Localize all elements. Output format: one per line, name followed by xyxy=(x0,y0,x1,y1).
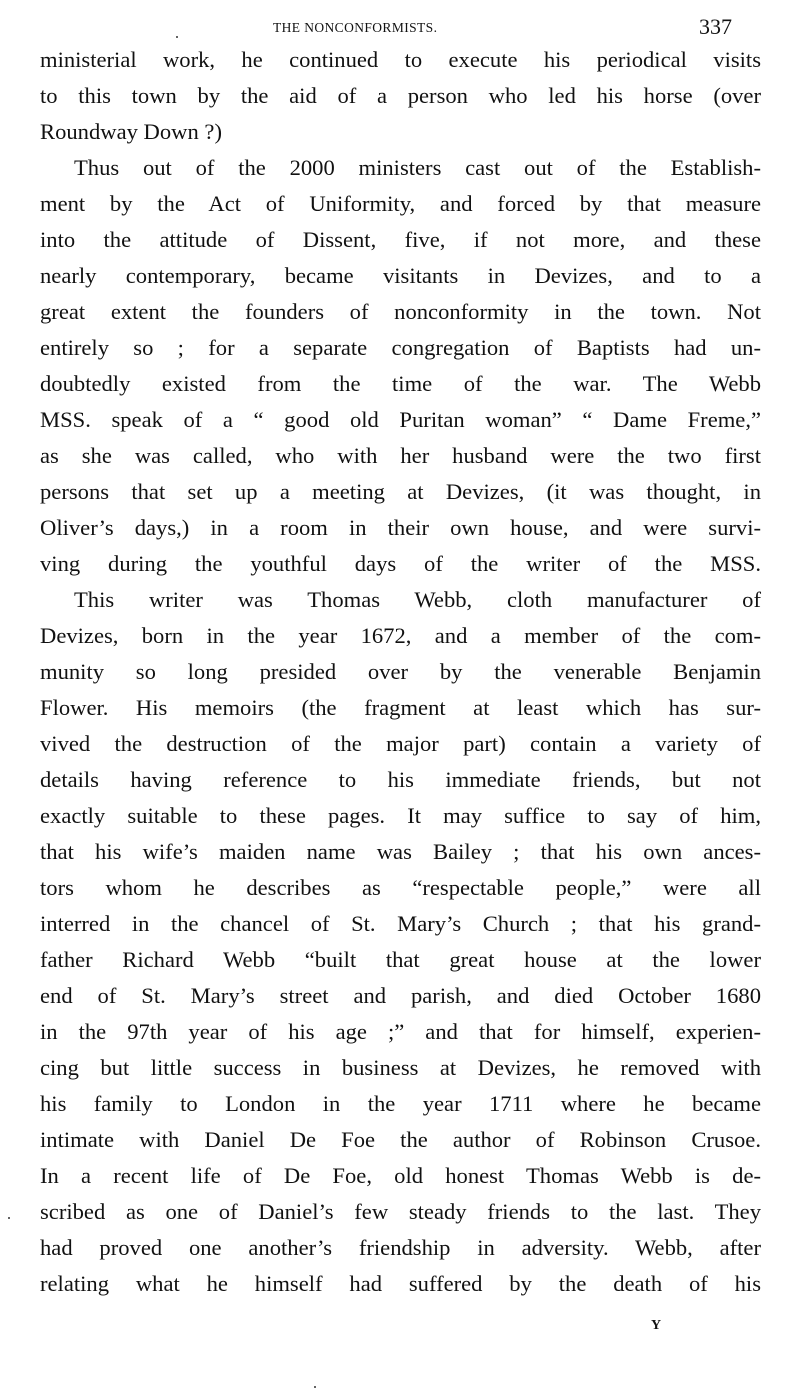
text-line: scribed as one of Daniel’s few steady friends to the last. They xyxy=(40,1199,761,1224)
text-line: Flower. His memoirs (the fragment at least which has sur- xyxy=(40,695,761,720)
text-line: father Richard Webb “built that great house at the lower xyxy=(40,947,761,972)
signature-mark: Y xyxy=(651,1318,662,1333)
text-line: great extent the founders of nonconformity in the town. Not xyxy=(40,299,761,324)
running-head xyxy=(0,14,800,44)
text-line: cing but little success in business at Devizes, he removed with xyxy=(40,1055,761,1080)
text-line: details having reference to his immediate friends, but not xyxy=(40,767,761,792)
text-line: his family to London in the year 1711 where he became xyxy=(40,1091,761,1116)
text-line: interred in the chancel of St. Mary’s Church ; that his grand- xyxy=(40,911,761,936)
text-line: intimate with Daniel De Foe the author of Robinson Crusoe. xyxy=(40,1127,761,1152)
text-line: In a recent life of De Foe, old honest Thomas Webb is de- xyxy=(40,1163,761,1188)
text-line: ving during the youthful days of the writer of the MSS. xyxy=(40,551,761,576)
text-line: exactly suitable to these pages. It may suffice to say of him, xyxy=(40,803,761,828)
stray-dot-mark xyxy=(314,1386,316,1388)
text-line: nearly contemporary, became visitants in Devizes, and to a xyxy=(40,263,761,288)
text-line: had proved one another’s friendship in adversity. Webb, after xyxy=(40,1235,761,1260)
text-line: into the attitude of Dissent, five, if not more, and these xyxy=(40,227,761,252)
text-line: as she was called, who with her husband were the two first xyxy=(40,443,761,468)
running-title: THE NONCONFORMISTS. xyxy=(273,20,438,35)
stray-dot-mark xyxy=(8,1217,10,1219)
paragraph-start-line: This writer was Thomas Webb, cloth manufacturer of xyxy=(74,587,761,612)
text-line: munity so long presided over by the venerable Benjamin xyxy=(40,659,761,684)
text-line: ment by the Act of Uniformity, and forced by that measure xyxy=(40,191,761,216)
text-line: Oliver’s days,) in a room in their own house, and were survi- xyxy=(40,515,761,540)
text-line: ministerial work, he continued to execute his periodical visits xyxy=(40,47,761,72)
text-line: tors whom he describes as “respectable people,” were all xyxy=(40,875,761,900)
text-line: in the 97th year of his age ;” and that for himself, experien- xyxy=(40,1019,761,1044)
page-number: 337 xyxy=(699,14,732,39)
text-line: that his wife’s maiden name was Bailey ; that his own ances- xyxy=(40,839,761,864)
text-line: Roundway Down ?) xyxy=(40,119,222,144)
body-text xyxy=(40,42,761,1302)
text-line: doubtedly existed from the time of the war. The Webb xyxy=(40,371,761,396)
stray-dot-mark xyxy=(176,36,178,38)
text-line: to this town by the aid of a person who led his horse (over xyxy=(40,83,761,108)
text-line: end of St. Mary’s street and parish, and died October 1680 xyxy=(40,983,761,1008)
text-line: entirely so ; for a separate congregation of Baptists had un- xyxy=(40,335,761,360)
text-line: Devizes, born in the year 1672, and a member of the com- xyxy=(40,623,761,648)
text-line: vived the destruction of the major part) contain a variety of xyxy=(40,731,761,756)
text-line: MSS. speak of a “ good old Puritan woman” “ Dame Freme,” xyxy=(40,407,761,432)
text-line: relating what he himself had suffered by the death of his xyxy=(40,1271,761,1296)
text-line: persons that set up a meeting at Devizes, (it was thought, in xyxy=(40,479,761,504)
paragraph-start-line: Thus out of the 2000 ministers cast out of the Establish- xyxy=(74,155,761,180)
